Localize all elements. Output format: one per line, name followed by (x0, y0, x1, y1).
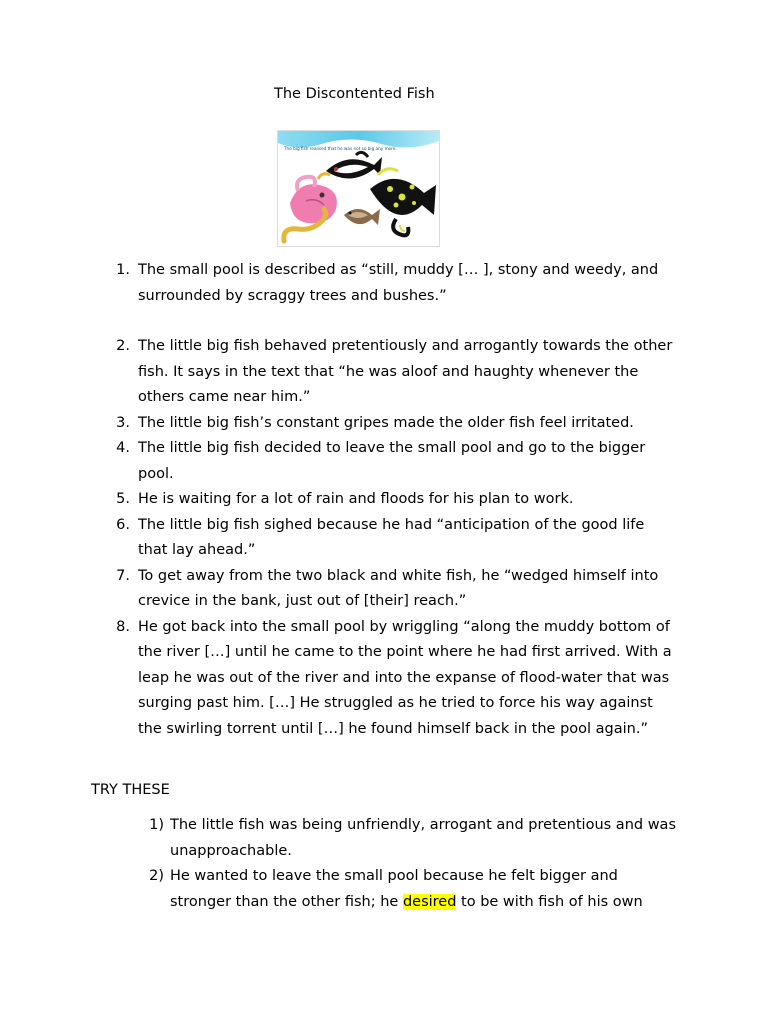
list-item (116, 411, 678, 437)
item-number: 3. (116, 414, 130, 431)
item-text: He is waiting for a lot of rain and floods for his plan to work. (138, 491, 574, 507)
item-text-before: He wanted to leave the small pool because he felt bigger and stronger than the other fish; he (170, 868, 618, 910)
item-number: 2) (149, 868, 164, 884)
list-item (116, 564, 678, 615)
fish-illustration (277, 130, 440, 247)
item-number: 1. (116, 262, 130, 278)
document-title: The Discontented Fish (274, 86, 435, 102)
black-white-fish-icon (326, 152, 382, 178)
item-text: He got back into the small pool by wriggling “along the muddy bottom of the river […] until he came to the point where he had first arrived. With a leap he was out of the river and into the expanse of flood-water that was surging past him. […] He struggled as he tried to force his way against the swirling torrent until […] he found himself back in the pool again.” (138, 618, 672, 737)
list-item (116, 436, 678, 487)
list-item (149, 813, 680, 864)
try-list (149, 813, 680, 915)
item-text: The little big fish sighed because he had “anticipation of the good life that lay ahead.” (138, 516, 645, 558)
item-text: The small pool is described as “still, muddy [… ], stony and weedy, and surrounded by scraggy trees and bushes.” (138, 262, 659, 304)
item-text: To get away from the two black and white fish, he “wedged himself into crevice in the bank, just out of [their] reach.” (138, 567, 659, 609)
item-number: 7. (116, 567, 130, 584)
list-item (116, 258, 678, 309)
item-text: The little big fish decided to leave the small pool and go to the bigger pool. (138, 440, 646, 482)
item-number: 6. (116, 516, 130, 533)
list-item (116, 615, 678, 743)
list-item (116, 334, 678, 411)
item-text: The little big fish’s constant gripes made the older fish feel irritated. (138, 414, 634, 431)
figure-caption: The big fish realised that he was not so big any more. (284, 146, 397, 151)
item-text: The little big fish behaved pretentiously and arrogantly towards the other fish. It says in the text that “he was aloof and haughty whenever the others came near him.” (138, 338, 673, 405)
item-number: 1) (149, 817, 164, 833)
item-number: 4. (116, 440, 130, 456)
brown-fish-icon (344, 209, 380, 225)
item-number: 5. (116, 491, 130, 507)
item-number: 8. (116, 618, 130, 635)
list-item (116, 513, 678, 564)
list-item (149, 864, 680, 915)
item-number: 2. (116, 338, 130, 354)
item-text-after: to be with fish of his own (456, 893, 643, 910)
answer-list (116, 258, 678, 742)
item-text: The little fish was being unfriendly, arrogant and pretentious and was unapproachable. (170, 817, 676, 859)
list-item (116, 487, 678, 513)
pink-fish-icon (290, 174, 337, 224)
black-yellow-fish-icon (370, 169, 436, 236)
highlighted-word: desired (402, 893, 457, 910)
section-heading: TRY THESE (91, 782, 170, 798)
